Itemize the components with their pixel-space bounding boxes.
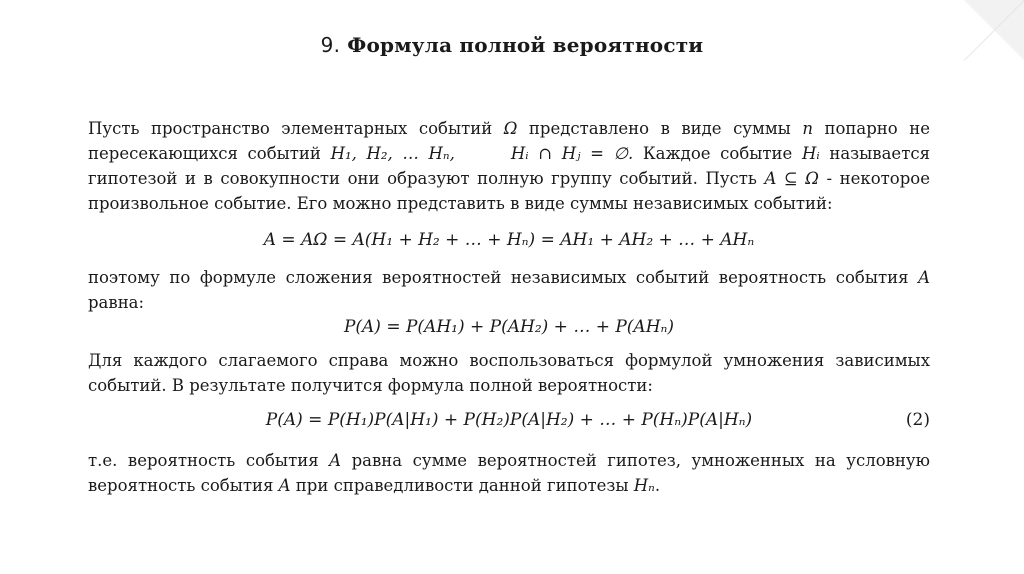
math-hn: Hₙ: [633, 476, 655, 495]
math-subset: A ⊆ Ω: [764, 169, 819, 188]
math-hypotheses: H₁, H₂, … Hₙ,: [330, 144, 455, 163]
formula-decomposition: A = AΩ = A(H₁ + H₂ + … + Hₙ) = AH₁ + AH₂ + … + AHₙ: [263, 230, 755, 250]
text-segment: Пусть пространство элементарных событий: [88, 119, 504, 138]
text-segment: - некоторое произвольное событие. Его можно представить в виде суммы независимых событий:: [88, 169, 930, 213]
title-number: 9.: [320, 33, 341, 57]
text-segment: при справедливости данной гипотезы: [290, 476, 634, 495]
paragraph-multiplication: [88, 348, 930, 398]
math-hi: Hᵢ: [801, 144, 820, 163]
text-segment: представлено в виде суммы: [517, 119, 803, 138]
slide-content: [88, 116, 930, 498]
title-text: Формула полной вероятности: [347, 33, 704, 57]
slide-title: [0, 33, 1024, 57]
text-segment: называется гипотезой и в совокупности они образуют полную группу событий. Пусть: [88, 144, 930, 188]
paragraph-addition: [88, 265, 930, 315]
text-segment: Каждое событие: [633, 144, 802, 163]
paragraph-conclusion: [88, 448, 930, 498]
text-segment: поэтому по формуле сложения вероятностей независимых событий вероятность события: [88, 268, 919, 287]
equation-number: (2): [905, 410, 930, 430]
math-a: A: [278, 476, 291, 495]
math-a: A: [918, 268, 930, 287]
text-segment: равна сумме вероятностей гипотез, умноженных на условную вероятность события: [88, 451, 930, 495]
math-a: A: [329, 451, 342, 470]
formula-addition: P(A) = P(AH₁) + P(AH₂) + … + P(AHₙ): [343, 317, 675, 337]
text-segment: т.е. вероятность события: [88, 451, 330, 470]
text-segment: Для каждого слагаемого справа можно воспользоваться формулой умножения зависимых событий. В результате получится формула полной вероятности:: [88, 351, 930, 395]
text-segment: .: [654, 476, 661, 495]
formula-total-probability-row: [88, 408, 930, 434]
math-n: n: [802, 119, 813, 138]
math-omega: Ω: [503, 119, 518, 138]
text-segment: равна:: [88, 293, 145, 312]
formula-total-probability: P(A) = P(H₁)P(A|H₁) + P(H₂)P(A|H₂) + … + P(Hₙ)P(A|Hₙ): [265, 410, 753, 430]
paragraph-intro: [88, 116, 930, 216]
math-disjoint-condition: Hᵢ ∩ Hⱼ = ∅.: [510, 144, 634, 163]
text-segment: попарно не пересекающихся событий: [88, 119, 930, 163]
